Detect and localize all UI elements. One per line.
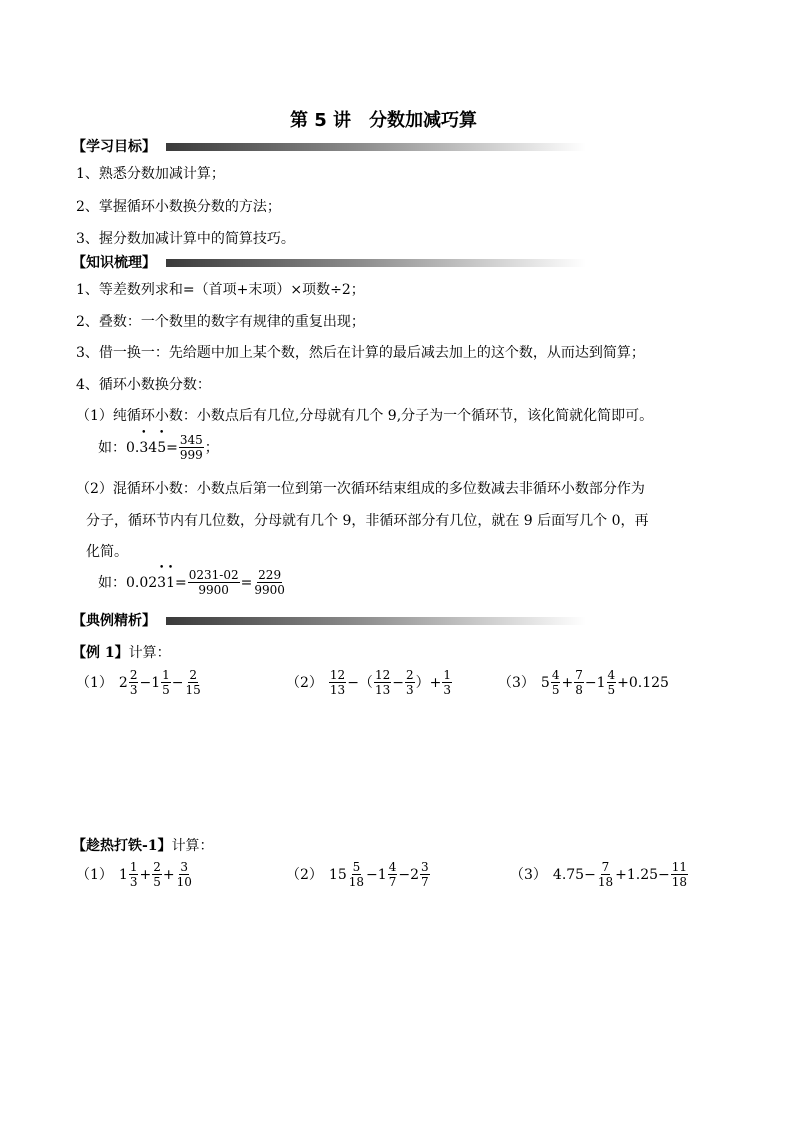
fraction [374,668,391,697]
equals-sign: = [166,439,178,456]
problem-index: （2） [286,866,323,883]
numerator: 1 [443,668,451,682]
section-heading-examples: 【典例精析】 [72,613,156,629]
fraction [388,860,398,889]
fraction [671,860,688,889]
fraction [185,668,202,697]
practice-1-heading [72,837,214,855]
numerator: 1 [129,860,138,874]
whole-number: 2 [118,674,128,691]
example-1-problem-1 [76,668,203,697]
denominator: 15 [185,683,201,697]
whole-number: 15 [328,866,347,883]
mixed-repeating-line: 分子，循环节内有几位数，分母就有几个 9，非循环部分有几位，就在 9 后面写几个 0，再 [86,513,649,529]
fraction [253,568,286,597]
operator: − [366,866,378,883]
goal-item: 1、熟悉分数加减计算； [76,166,225,182]
operator: +1.25− [615,866,670,883]
whole-number: 1 [151,674,161,691]
numerator: 345 [179,433,203,447]
practice-label: 【趁热打铁-1】 [72,838,172,854]
numerator: 7 [601,860,610,874]
denominator: 3 [405,683,414,697]
equals-sign: = [240,574,253,591]
denominator: 18 [348,875,365,889]
numerator: 2 [405,668,414,682]
numerator: 3 [420,860,429,874]
numerator: 0231-02 [188,568,239,582]
operator: − [584,674,597,691]
section-heading-knowledge: 【知识梳理】 [72,255,156,271]
fraction [348,860,365,889]
fraction [129,860,139,889]
page-title: 第 5 讲 分数加减巧算 [290,110,478,131]
operator: − [139,674,152,691]
goal-item: 2、掌握循环小数换分数的方法； [76,199,281,215]
denominator: 3 [129,683,138,697]
repeating-digit: • 3 [157,574,166,592]
numerator: 4 [607,668,616,682]
denominator: 5 [153,875,161,889]
repeating-digit: • 1 [166,574,175,592]
example-instruction: 计算： [128,645,171,661]
fraction [597,860,614,889]
denominator: 13 [329,683,346,697]
denominator: 5 [607,683,616,697]
example-1-heading [72,644,171,662]
knowledge-item: 4、循环小数换分数： [76,377,211,393]
mixed-repeating-example [98,568,287,597]
fraction [176,860,193,889]
fraction [161,668,171,697]
fraction [551,668,561,697]
denominator: 9900 [254,583,285,597]
practice-1-problem-1 [76,860,194,889]
whole-number: 5 [540,674,550,691]
numerator: 12 [329,668,346,682]
denominator: 5 [551,683,560,697]
expression-text: 4.75− [552,866,596,883]
numerator: 2 [153,860,161,874]
denominator: 999 [179,448,203,462]
fraction [442,668,452,697]
denominator: 5 [162,683,170,697]
denominator: 7 [420,875,429,889]
equals-sign: = [175,574,187,591]
numerator: 4 [388,860,397,874]
fraction [574,668,584,697]
fraction [152,860,162,889]
whole-number: 2 [410,866,419,883]
operator: − [392,674,404,691]
operator: + [561,674,574,691]
denominator: 3 [129,875,138,889]
denominator: 3 [443,683,451,697]
denominator: 8 [575,683,583,697]
digit: 4 [148,439,158,456]
pure-repeating-label: （1）纯循环小数：小数点后有几位,分母就有几个 9,分子为一个循环节，该化简就化简即可。 [76,408,654,424]
fraction [329,668,346,697]
fraction [607,668,617,697]
problem-index: （1） [76,674,113,691]
numerator: 11 [671,860,688,874]
operator: −（ [347,674,373,691]
section-divider-goals [166,143,586,151]
numerator: 1 [162,668,170,682]
practice-instruction: 计算： [171,838,214,854]
numerator: 2 [129,668,138,682]
denominator: 18 [671,875,688,889]
mixed-repeating-line: （2）混循环小数：小数点后第一位到第一次循环结束组成的多位数减去非循环小数部分作为 [76,481,645,497]
problem-index: （1） [76,866,113,883]
whole-number: 1 [377,866,387,883]
denominator: 10 [176,875,192,889]
section-divider-knowledge [166,259,586,267]
example-label: 【例 1】 [72,645,129,661]
denominator: 18 [597,875,614,889]
mixed-repeating-line: 化简。 [86,544,128,560]
numerator: 3 [180,860,189,874]
example-prefix: 如：0.02 [98,574,158,591]
fraction [188,568,240,597]
example-1-problem-3 [498,668,669,697]
numerator: 2 [189,668,197,682]
problem-index: （3） [510,866,547,883]
section-heading-goals: 【学习目标】 [72,139,156,155]
numerator: 5 [352,860,361,874]
practice-1-problem-2 [286,860,431,889]
operator: − [171,674,184,691]
numerator: 7 [575,668,583,682]
fraction [129,668,139,697]
operator: − [398,866,411,883]
fraction [420,860,430,889]
knowledge-item: 1、等差数列求和=（首项+末项）×项数÷2； [76,282,365,298]
operator: +0.125 [617,674,669,691]
section-divider-examples [166,617,586,625]
pure-repeating-example [98,433,219,462]
repeating-digit: • 5 [157,439,166,457]
operator: ）+ [415,674,442,691]
operator: + [162,866,175,883]
numerator: 12 [374,668,391,682]
denominator: 13 [374,683,391,697]
punctuation: ； [204,439,219,456]
problem-index: （3） [498,674,535,691]
knowledge-item: 2、叠数：一个数里的数字有规律的重复出现； [76,314,365,330]
fraction [179,433,204,462]
example-1-problem-2 [286,668,453,697]
denominator: 9900 [198,583,229,597]
numerator: 4 [551,668,560,682]
operator: + [139,866,152,883]
example-prefix: 如：0. [98,439,140,456]
practice-1-problem-3 [510,860,689,889]
fraction [405,668,415,697]
goal-item: 3、握分数加减计算中的简算技巧。 [76,231,295,247]
whole-number: 1 [118,866,128,883]
repeating-digit: • 3 [139,439,148,457]
knowledge-item: 3、借一换一：先给题中加上某个数，然后在计算的最后减去加上的这个数，从而达到简算； [76,345,645,361]
numerator: 229 [258,568,282,582]
problem-index: （2） [286,674,323,691]
whole-number: 1 [596,674,606,691]
denominator: 7 [388,875,397,889]
